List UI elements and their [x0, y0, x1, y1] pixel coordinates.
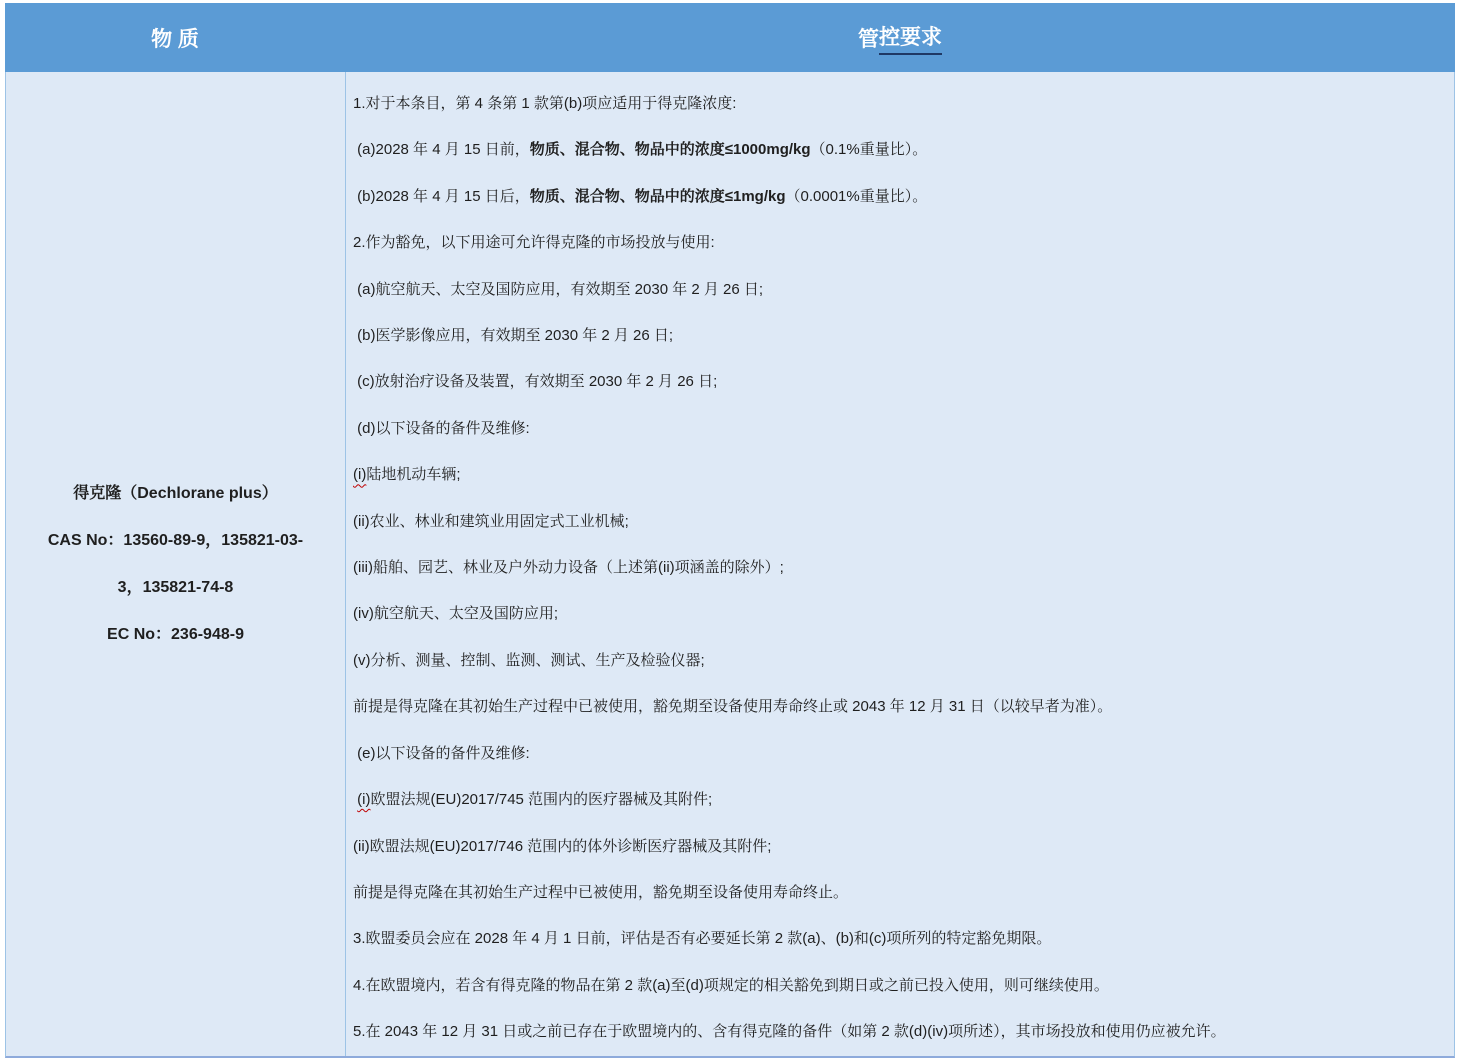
requirement-text: (c)放射治疗设备及装置，有效期至 2030 年 2 月 26 日;	[353, 373, 718, 391]
requirement-text: 前提是得克隆在其初始生产过程中已被使用，豁免期至设备使用寿命终止或 2043 年 12 月 31 日（以较早者为准）。	[353, 698, 1113, 716]
requirement-line	[353, 220, 1444, 266]
requirement-text: 1.对于本条目，第 4 条第 1 款第(b)项应适用于得克隆浓度:	[353, 95, 737, 112]
requirement-line	[353, 545, 1444, 591]
substance-line: CAS No：13560-89-9，135821-03-	[47, 532, 304, 549]
requirement-text: (ii)农业、林业和建筑业用固定式工业机械;	[353, 512, 629, 530]
substance-cell	[6, 72, 346, 1056]
requirement-bold-text: 物质、混合物、物品中的浓度≤1mg/kg	[529, 187, 786, 205]
requirement-line	[353, 1009, 1444, 1055]
requirement-line	[353, 313, 1444, 359]
header-requirements-label-prefix: 管	[858, 27, 879, 51]
requirement-bold-text: 物质、混合物、物品中的浓度≤1000mg/kg	[529, 141, 811, 159]
substance-line: EC No：236-948-9	[107, 626, 244, 643]
requirement-line	[353, 824, 1444, 870]
requirement-text: 4.在欧盟境内，若含有得克隆的物品在第 2 款(a)至(d)项规定的相关豁免到期日或之前已投入使用，则可继续使用。	[353, 976, 1109, 994]
table-header-row	[5, 3, 1455, 72]
requirement-line	[353, 638, 1444, 684]
requirement-text: 前提是得克隆在其初始生产过程中已被使用，豁免期至设备使用寿命终止。	[353, 883, 849, 901]
header-cell-requirements	[345, 3, 1455, 72]
requirement-text: (iv)航空航天、太空及国防应用;	[353, 605, 558, 623]
requirement-line	[353, 406, 1444, 452]
requirement-line	[353, 499, 1444, 545]
requirement-text: (a)2028 年 4 月 15 日前，	[353, 141, 530, 159]
requirement-line	[353, 591, 1444, 637]
requirement-line	[353, 731, 1444, 777]
requirement-text: (e)以下设备的备件及维修:	[353, 744, 530, 762]
requirement-line	[353, 267, 1444, 313]
requirement-line	[353, 684, 1444, 730]
requirement-text: (b)2028 年 4 月 15 日后，	[353, 187, 530, 205]
requirement-text: （0.0001%重量比）。	[785, 187, 928, 205]
requirement-line	[353, 963, 1444, 1009]
requirement-text: (d)以下设备的备件及维修:	[353, 419, 530, 437]
requirement-text: 欧盟法规(EU)2017/745 范围内的医疗器械及其附件;	[370, 791, 713, 809]
requirement-text: 陆地机动车辆;	[366, 466, 461, 484]
requirement-text: (ii)欧盟法规(EU)2017/746 范围内的体外诊断医疗器械及其附件;	[353, 837, 772, 855]
requirement-line	[353, 127, 1444, 173]
requirement-text: (iii)船舶、园艺、林业及户外动力设备（上述第(ii)项涵盖的除外）;	[353, 559, 784, 577]
header-cell-substance	[5, 3, 345, 72]
requirement-text: (v)分析、测量、控制、监测、测试、生产及检验仪器;	[353, 651, 705, 669]
table-body-row	[5, 72, 1455, 1058]
requirement-line	[353, 174, 1444, 220]
header-requirements-label-underlined: 控要求	[879, 21, 942, 55]
requirement-text: (a)航空航天、太空及国防应用，有效期至 2030 年 2 月 26 日;	[353, 280, 764, 298]
substance-regulation-table	[5, 3, 1455, 1058]
requirement-line	[353, 916, 1444, 962]
requirement-text: (i)	[357, 791, 371, 809]
requirement-text: 3.欧盟委员会应在 2028 年 4 月 1 日前，评估是否有必要延长第 2 款(a)、(b)和(c)项所列的特定豁免期限。	[353, 930, 1052, 948]
requirement-text: 2.作为豁免，以下用途可允许得克隆的市场投放与使用:	[353, 234, 715, 252]
requirement-line	[353, 452, 1444, 498]
requirement-text: (b)医学影像应用，有效期至 2030 年 2 月 26 日;	[353, 327, 674, 345]
requirement-text: （0.1%重量比）。	[810, 141, 928, 159]
requirement-line	[353, 81, 1444, 127]
substance-line: 得克隆（Dechlorane plus）	[73, 485, 278, 502]
requirement-line	[353, 777, 1444, 823]
requirements-cell	[346, 72, 1454, 1056]
substance-line: 3，135821-74-8	[117, 579, 234, 596]
requirement-line	[353, 870, 1444, 916]
requirement-text: (i)	[353, 466, 367, 484]
requirement-line	[353, 359, 1444, 405]
requirement-text: 5.在 2043 年 12 月 31 日或之前已存在于欧盟境内的、含有得克隆的备件（如第 2 款(d)(iv)项所述），其市场投放和使用仍应被允许。	[353, 1023, 1226, 1041]
header-substance-label: 物 质	[151, 27, 199, 51]
